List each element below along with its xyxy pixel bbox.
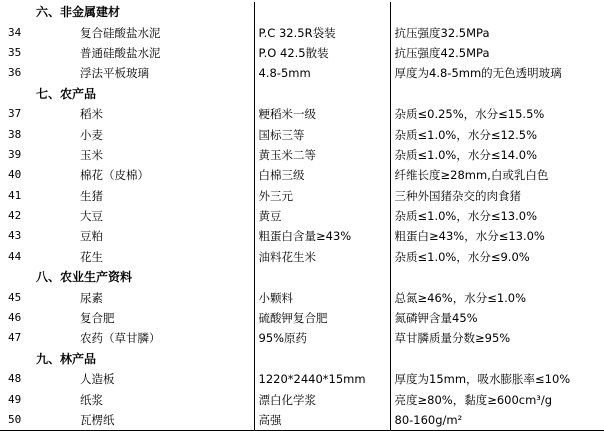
row-number: 48 <box>8 372 22 386</box>
row-number: 38 <box>8 127 22 141</box>
product-name: 稻米 <box>80 107 103 122</box>
table-row <box>0 369 604 389</box>
product-spec <box>254 2 390 22</box>
quality-standard: 亮度≥80%，黏度≥600cm³/g <box>390 389 604 409</box>
table-row <box>0 165 604 185</box>
section-header-row <box>0 84 604 104</box>
quality-standard: 氮磷钾含量45% <box>390 308 604 328</box>
product-spec: 粳稻米一级 <box>254 104 390 124</box>
table-row <box>0 43 604 63</box>
table-row <box>0 226 604 246</box>
row-number: 47 <box>8 331 22 345</box>
product-name: 瓦楞纸 <box>32 410 254 431</box>
row-number <box>0 349 32 369</box>
section-title: 九、林产品 <box>36 351 97 366</box>
table-row <box>0 328 604 348</box>
quality-standard: 杂质≤1.0%，水分≤13.0% <box>390 206 604 226</box>
product-spec: 粗蛋白含量≥43% <box>254 226 390 246</box>
product-name: 复合硅酸盐水泥 <box>80 25 161 40</box>
quality-standard: 80-160g/m² <box>390 410 604 431</box>
table-row <box>0 389 604 409</box>
quality-standard: 总氮≥46%，水分≤1.0% <box>390 287 604 307</box>
row-number: 39 <box>8 147 22 161</box>
quality-standard: 厚度为15mm，吸水膨胀率≤10% <box>390 369 604 389</box>
table-row <box>0 145 604 165</box>
product-spec <box>254 349 390 369</box>
product-name: 农药（草甘膦） <box>80 331 161 346</box>
table-body <box>0 2 604 431</box>
quality-standard: 抗压强度32.5MPa <box>390 22 604 42</box>
section-header-row <box>0 267 604 287</box>
product-spec: 高强 <box>254 410 390 431</box>
product-name: 豆粕 <box>80 229 103 244</box>
product-name: 浮法平板玻璃 <box>80 66 149 81</box>
product-name: 纸浆 <box>80 392 103 407</box>
quality-standard: 三种外国猪杂交的肉食猪 <box>390 186 604 206</box>
row-number: 41 <box>8 188 22 202</box>
table-row <box>0 410 604 431</box>
quality-standard <box>390 267 604 287</box>
product-spec: 漂白化学浆 <box>254 389 390 409</box>
product-name: 棉花（皮棉） <box>80 168 149 183</box>
product-name: 复合肥 <box>80 311 115 326</box>
product-name: 生猪 <box>80 188 103 203</box>
row-number <box>0 2 32 22</box>
row-number: 36 <box>8 66 22 80</box>
quality-standard <box>390 2 604 22</box>
quality-standard: 杂质≤1.0%，水分≤14.0% <box>390 145 604 165</box>
row-number: 45 <box>8 290 22 304</box>
row-number: 44 <box>8 249 22 263</box>
product-name: 花生 <box>80 249 103 264</box>
table-row <box>0 308 604 328</box>
table-row <box>0 186 604 206</box>
quality-standard: 纤维长度≥28mm,白或乳白色 <box>390 165 604 185</box>
product-spec <box>254 84 390 104</box>
quality-standard: 厚度为4.8-5mm的无色透明玻璃 <box>390 63 604 83</box>
row-number: 42 <box>8 209 22 223</box>
product-spec: 4.8-5mm <box>254 63 390 83</box>
quality-standard: 杂质≤1.0%，水分≤9.0% <box>390 247 604 267</box>
product-spec: 白棉三级 <box>254 165 390 185</box>
row-number <box>0 267 32 287</box>
section-header-row <box>0 2 604 22</box>
product-spec: P.O 42.5散装 <box>254 43 390 63</box>
row-number <box>0 84 32 104</box>
row-number: 37 <box>8 107 22 121</box>
table-row <box>0 206 604 226</box>
product-spec: 外三元 <box>254 186 390 206</box>
product-spec: 油料花生米 <box>254 247 390 267</box>
table-row <box>0 124 604 144</box>
section-title: 八、农业生产资料 <box>36 270 133 285</box>
row-number: 35 <box>8 45 22 59</box>
section-title: 六、非金属建材 <box>36 5 121 20</box>
product-name: 玉米 <box>80 147 103 162</box>
product-spec: 黄玉米二等 <box>254 145 390 165</box>
product-spec: 硫酸钾复合肥 <box>254 308 390 328</box>
product-spec: 国标三等 <box>254 124 390 144</box>
product-spec: 小颗料 <box>254 287 390 307</box>
product-spec: P.C 32.5R袋装 <box>254 22 390 42</box>
product-name: 小麦 <box>80 127 103 142</box>
quality-standard: 杂质≤1.0%，水分≤12.5% <box>390 124 604 144</box>
row-number: 49 <box>8 392 22 406</box>
table-row <box>0 247 604 267</box>
table-row <box>0 287 604 307</box>
row-number: 46 <box>8 311 22 325</box>
section-header-row <box>0 349 604 369</box>
row-number: 40 <box>8 168 22 182</box>
quality-standard <box>390 349 604 369</box>
quality-standard: 抗压强度42.5MPa <box>390 43 604 63</box>
row-number: 43 <box>8 229 22 243</box>
table-row <box>0 104 604 124</box>
product-name: 大豆 <box>80 209 103 224</box>
commodity-spec-table <box>0 2 604 431</box>
product-name: 尿素 <box>80 290 103 305</box>
product-name: 普通硅酸盐水泥 <box>80 45 161 60</box>
row-number: 34 <box>8 25 22 39</box>
table-row <box>0 22 604 42</box>
product-spec <box>254 267 390 287</box>
product-spec: 95%原药 <box>254 328 390 348</box>
product-spec: 黄豆 <box>254 206 390 226</box>
product-spec: 1220*2440*15mm <box>254 369 390 389</box>
row-number: 50 <box>0 410 32 431</box>
table-row <box>0 63 604 83</box>
quality-standard: 草甘膦质量分数≥95% <box>390 328 604 348</box>
section-title: 七、农产品 <box>36 86 97 101</box>
quality-standard: 粗蛋白≥43%，水分≤13.0% <box>390 226 604 246</box>
quality-standard: 杂质≤0.25%，水分≤15.5% <box>390 104 604 124</box>
product-name: 人造板 <box>80 372 115 387</box>
quality-standard <box>390 84 604 104</box>
